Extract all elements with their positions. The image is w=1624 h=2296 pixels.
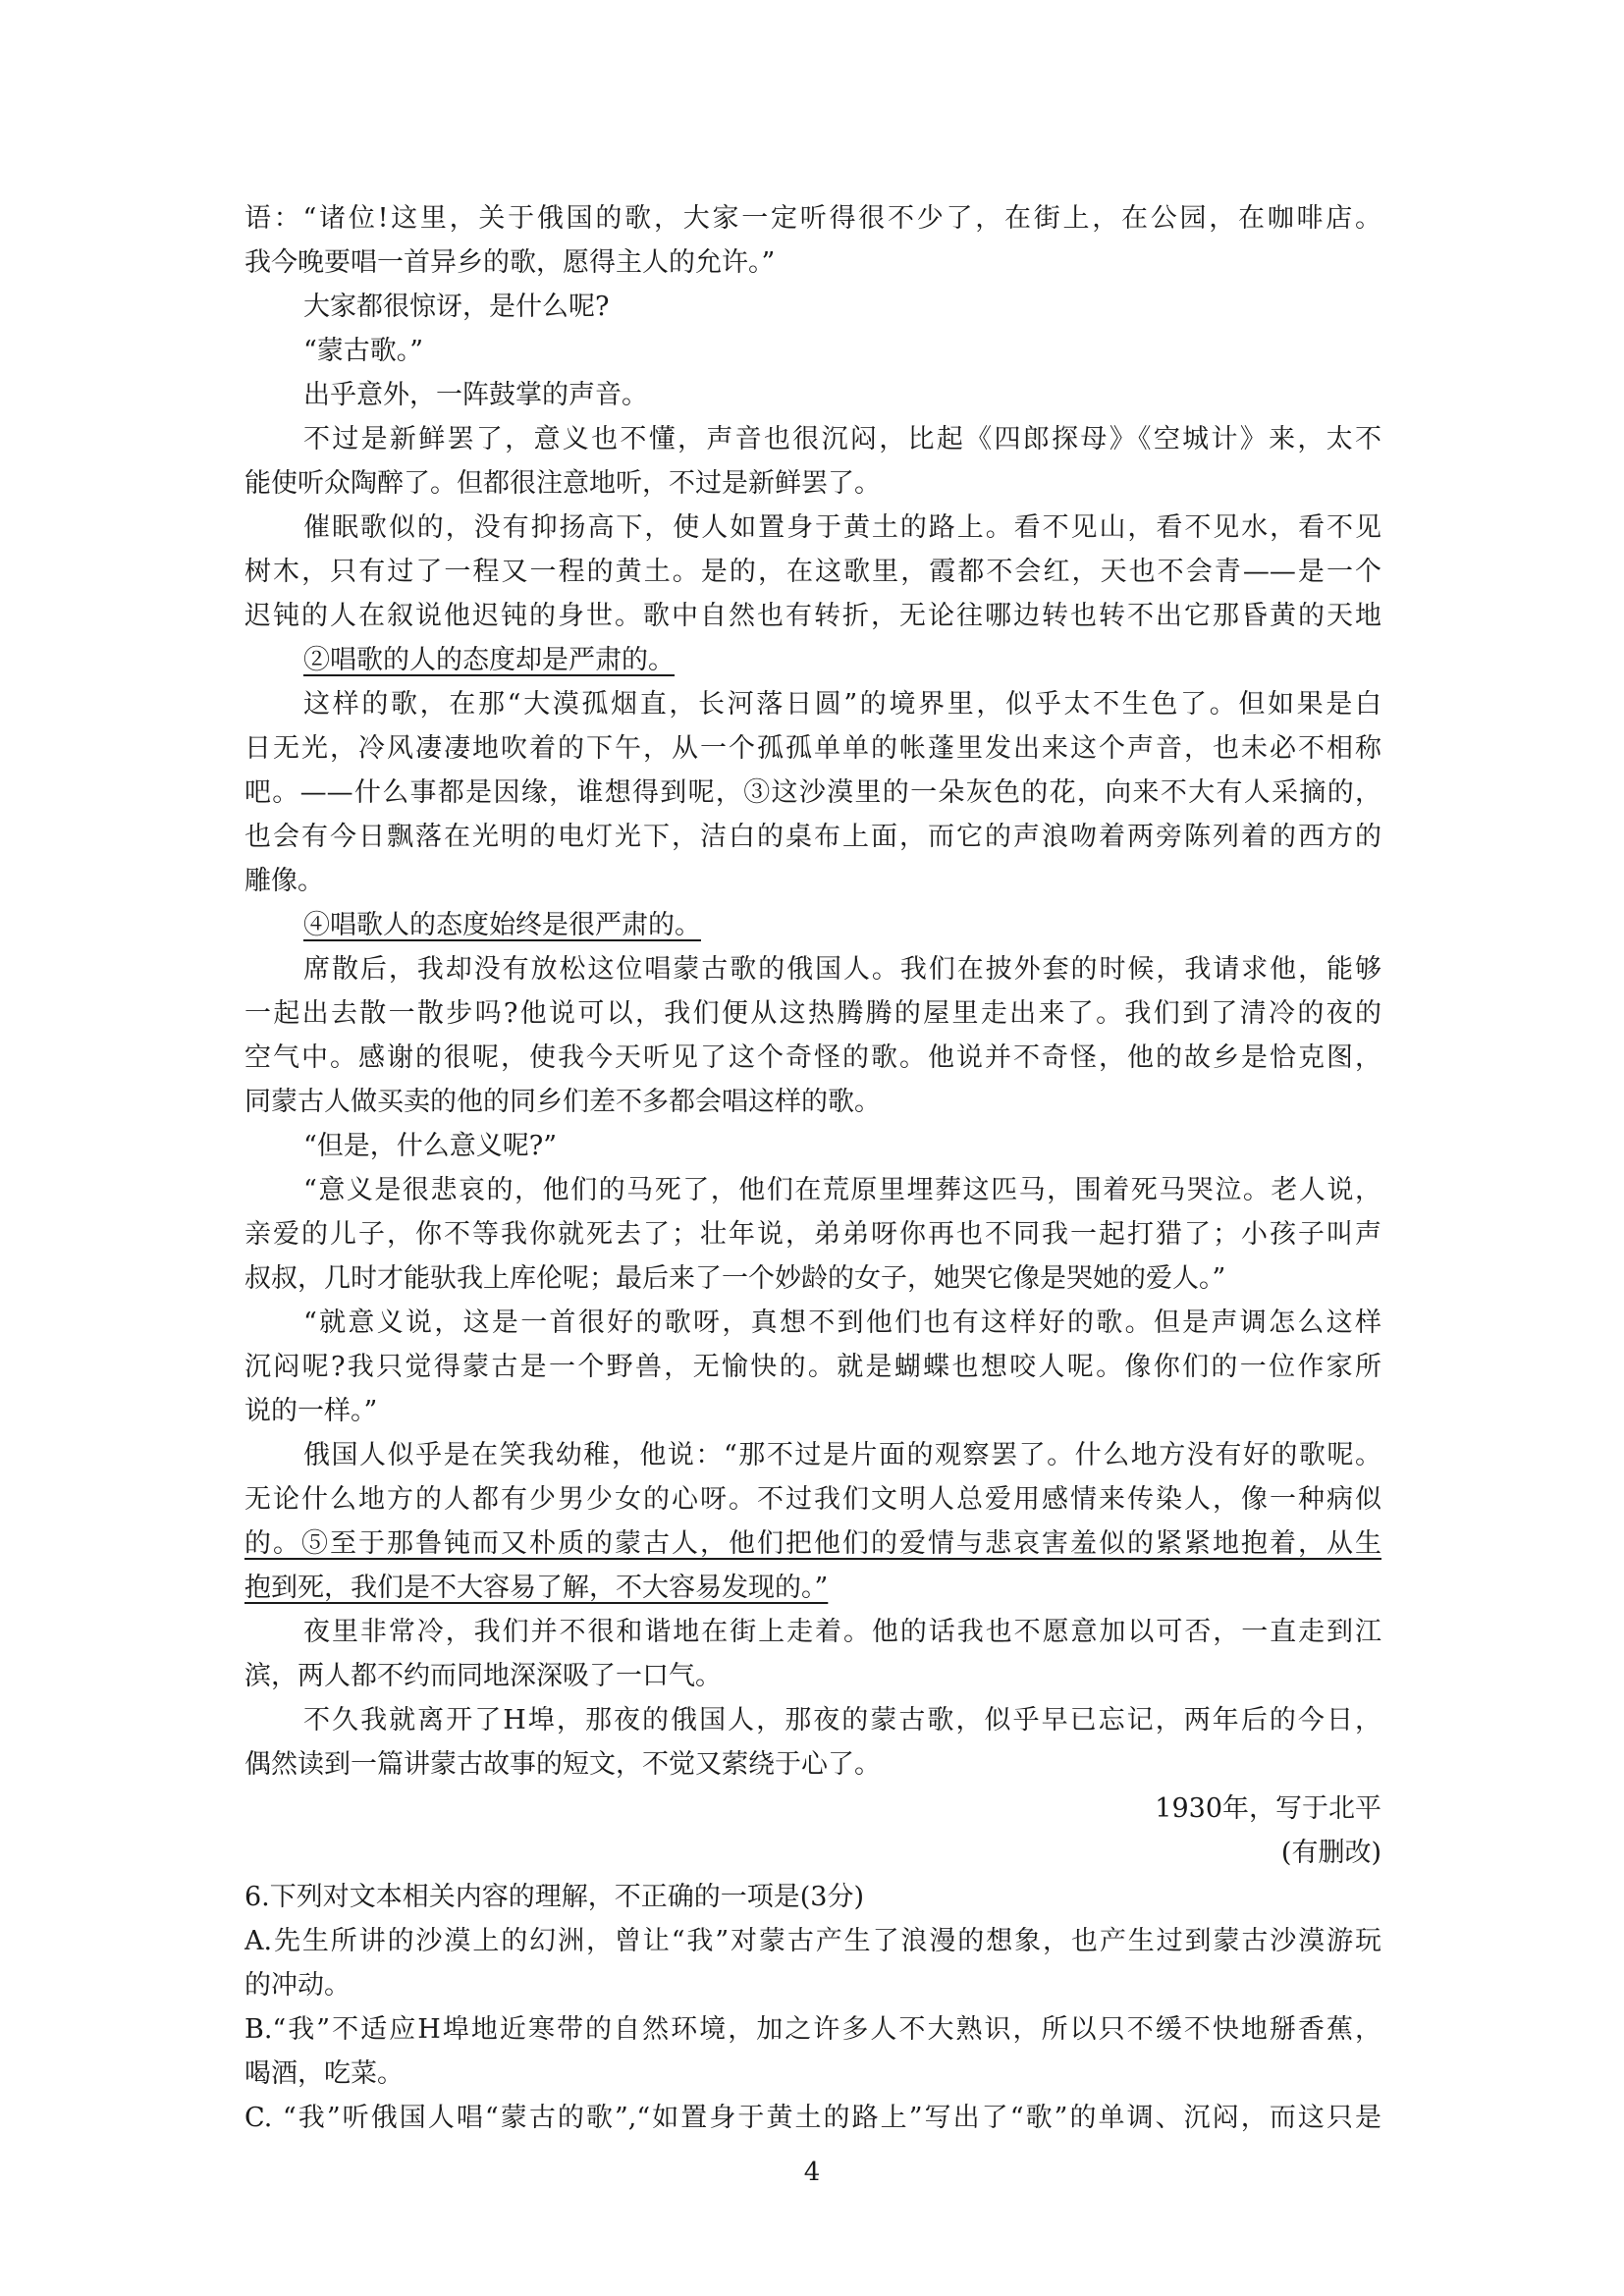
text-line-18: 席散后，我却没有放松这位唱蒙古歌的俄国人。我们在披外套的时候，我请求他，能够 <box>303 954 1381 985</box>
underlined-sentence-4: ④唱歌人的态度始终是很严肃的。 <box>303 910 701 940</box>
text-line-9: 树木，只有过了一程又一程的黄土。是的，在这歌里，霞都不会红，天也不会青——是一个 <box>244 557 1381 587</box>
text-line-8: 催眠歌似的，没有抑扬高下，使人如置身于黄土的路上。看不见山，看不见水，看不见 <box>303 512 1381 543</box>
question-6-stem: 6.下列对文本相关内容的理解，不正确的一项是(3分) <box>244 1882 865 1912</box>
text-line-27: 沉闷呢?我只觉得蒙古是一个野兽，无愉快的。就是蝴蝶也想咬人呢。像你们的一位作家所 <box>244 1352 1381 1382</box>
text-line-5: 出乎意外，一阵鼓掌的声音。 <box>303 380 648 410</box>
option-c-line-1: C. “我”听俄国人唱“蒙古的歌”,“如置身于黄土的路上”写出了“歌”的单调、沉闷，而这只是 <box>244 2103 1381 2133</box>
text-line-29: 俄国人似乎是在笑我幼稚，他说：“那不过是片面的观察罢了。什么地方没有好的歌呢。 <box>303 1440 1381 1470</box>
text-line-33: 夜里非常冷，我们并不很和谐地在街上走着。他的话我也不愿意加以可否，一直走到江 <box>303 1617 1381 1647</box>
text-line-14: 吧。——什么事都是因缘，谁想得到呢，③这沙漠里的一朵灰色的花，向来不大有人采摘的， <box>244 777 1381 808</box>
text-line-17 <box>303 908 1381 943</box>
text-line-6: 不过是新鲜罢了，意义也不懂，声音也很沉闷，比起《四郎探母》《空城计》来，太不 <box>303 424 1381 454</box>
text-line-24: 亲爱的儿子，你不等我你就死去了；壮年说，弟弟呀你再也不同我一起打猎了；小孩子叫声 <box>244 1219 1381 1250</box>
text-line-25: 叔叔，几时才能驮我上库伦呢；最后来了一个妙龄的女子，她哭它像是哭她的爱人。” <box>244 1263 1226 1294</box>
text-line-13: 日无光，冷风凄凄地吹着的下午，从一个孤孤单单的帐蓬里发出来这个声音，也未必不相称 <box>244 733 1381 764</box>
abridged-note: (有删改) <box>1280 1838 1381 1868</box>
option-b-line-2: 喝酒，吃菜。 <box>244 2058 404 2089</box>
text-line-19: 一起出去散一散步吗?他说可以，我们便从这热腾腾的屋里走出来了。我们到了清冷的夜的 <box>244 998 1381 1029</box>
option-a-line-1: A.先生所讲的沙漠上的幻洲，曾让“我”对蒙古产生了浪漫的想象，也产生过到蒙古沙漠游玩 <box>244 1926 1381 1956</box>
option-b-line-1: B.“我”不适应H埠地近寒带的自然环境，加之许多人不大熟识，所以只不缓不快地掰香蕉， <box>244 2014 1381 2045</box>
text-line-2: 我今晚要唱一首异乡的歌，愿得主人的允许。” <box>244 247 776 278</box>
text-line-34: 滨，两人都不约而同地深深吸了一口气。 <box>244 1661 722 1691</box>
option-a-line-2: 的冲动。 <box>244 1970 351 2001</box>
text-line-11 <box>303 643 1381 678</box>
text-line-36: 偶然读到一篇讲蒙古故事的短文，不觉又萦绕于心了。 <box>244 1749 881 1780</box>
text-line-30: 无论什么地方的人都有少男少女的心呀。不过我们文明人总爱用感情来传染人，像一种病似 <box>244 1484 1381 1515</box>
text-line-15: 也会有今日飘落在光明的电灯光下，洁白的桌布上面，而它的声浪吻着两旁陈列着的西方的 <box>244 822 1381 852</box>
text-line-12: 这样的歌，在那“大漠孤烟直，长河落日圆”的境界里，似乎太不生色了。但如果是白 <box>303 689 1381 720</box>
text-line-35: 不久我就离开了H埠，那夜的俄国人，那夜的蒙古歌，似乎早已忘记，两年后的今日， <box>303 1705 1381 1735</box>
text-line-20: 空气中。感谢的很呢，使我今天听见了这个奇怪的歌。他说并不奇怪，他的故乡是恰克图， <box>244 1042 1381 1073</box>
date-line: 1930年，写于北平 <box>1155 1793 1381 1824</box>
text-line-26: “就意义说，这是一首很好的歌呀，真想不到他们也有这样好的歌。但是声调怎么这样 <box>303 1308 1381 1338</box>
text-line-4: “蒙古歌。” <box>303 336 424 366</box>
text-line-7: 能使听众陶醉了。但都很注意地听，不过是新鲜罢了。 <box>244 468 881 499</box>
page-number: 4 <box>803 2158 821 2187</box>
text-line-32 <box>244 1571 1381 1606</box>
underlined-sentence-5-part-2: 抱到死，我们是不大容易了解，不大容易发现的。” <box>244 1573 829 1603</box>
text-line-23: “意义是很悲哀的，他们的马死了，他们在荒原里埋葬这匹马，围着死马哭泣。老人说， <box>303 1175 1381 1205</box>
text-line-22: “但是，什么意义呢?” <box>303 1131 558 1161</box>
text-line-28: 说的一样。” <box>244 1396 378 1426</box>
text-line-16: 雕像。 <box>244 866 324 896</box>
text-line-21: 同蒙古人做买卖的他的同乡们差不多都会唱这样的歌。 <box>244 1087 881 1117</box>
text-line-3: 大家都很惊讶，是什么呢? <box>303 292 610 322</box>
underlined-sentence-5-part-1: 的。⑤至于那鲁钝而又朴质的蒙古人，他们把他们的爱情与悲哀害羞似的紧紧地抱着，从生 <box>244 1528 1381 1559</box>
text-line-1: 语：“诸位!这里，关于俄国的歌，大家一定听得很不少了，在街上，在公园，在咖啡店。 <box>244 203 1381 234</box>
text-line-10: 迟钝的人在叙说他迟钝的身世。歌中自然也有转折，无论往哪边转也转不出它那昏黄的天地 <box>244 601 1381 631</box>
underlined-sentence-2: ②唱歌的人的态度却是严肃的。 <box>303 645 675 675</box>
